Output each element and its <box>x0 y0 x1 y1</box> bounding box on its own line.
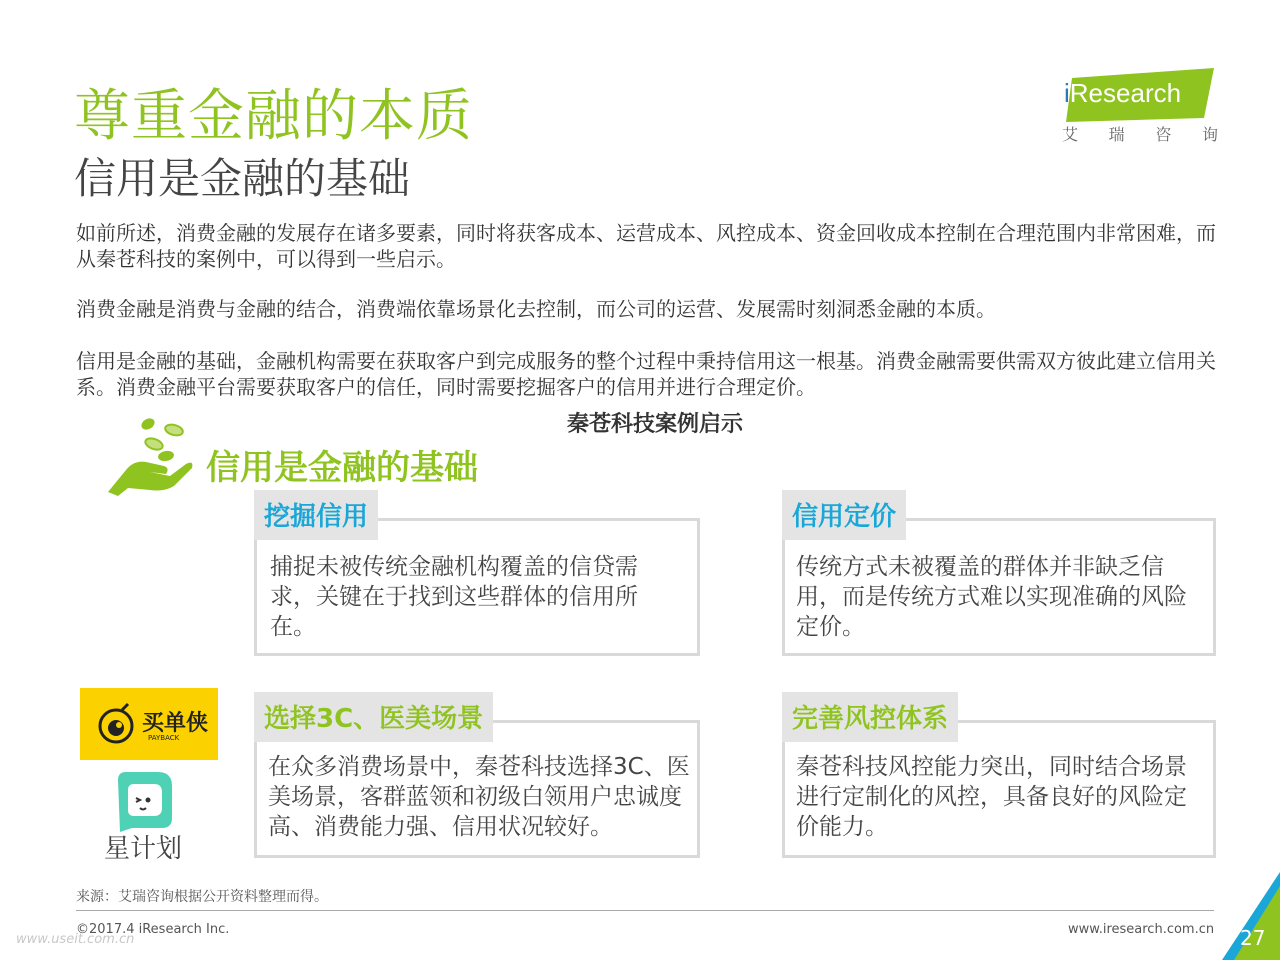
hand-coins-icon <box>104 414 200 496</box>
tab-risk-control: 完善风控体系 <box>782 692 958 742</box>
maixingxia-sub: PAYBACK <box>148 734 180 742</box>
logo-wordmark <box>1064 78 1181 109</box>
tab-credit-pricing: 信用定价 <box>782 490 906 540</box>
logo-cn-char: 咨 <box>1155 125 1172 144</box>
paragraph-consumer-finance: 消费金融是消费与金融的结合，消费端依靠场景化去控制，而公司的运营、发展需时刻洞悉金融的本质。 <box>76 297 996 321</box>
watermark: www.useit.com.cn <box>16 932 135 947</box>
logo-cn-char: 询 <box>1201 125 1218 144</box>
tab-mine-credit: 挖掘信用 <box>254 490 378 540</box>
page-subtitle: 信用是金融的基础 <box>74 154 411 203</box>
paragraph-credit: 信用是金融的基础，金融机构需要在获取客户到完成服务的整个过程中秉持信用这一根基。消费金融需要供需双方彼此建立信用关系。消费金融平台需要获取客户的信任，同时需要挖掘客户的信用并进行合理定价。 <box>76 349 1216 399</box>
logo-cn-char: 艾 <box>1062 125 1079 144</box>
source-note: 来源：艾瑞咨询根据公开资料整理而得。 <box>76 889 328 905</box>
logo-cn-char: 瑞 <box>1108 125 1125 144</box>
website-link[interactable]: www.iresearch.com.cn <box>1068 922 1215 937</box>
xingjihua-name: 星计划 <box>104 834 183 864</box>
card-scenes-body: 在众多消费场景中，秦苍科技选择3C、医美场景，客群蓝领和初级白领用户忠诚度高、消费能力强、信用状况较好。 <box>268 754 690 840</box>
footer-divider <box>76 910 1214 911</box>
xingjihua-icon <box>112 770 176 834</box>
page-title: 尊重金融的本质 <box>74 84 473 149</box>
paragraph-intro: 如前所述，消费金融的发展存在诸多要素，同时将获客成本、运营成本、风控成本、资金回收成本控制在合理范围内非常困难，而从秦苍科技的案例中，可以得到一些启示。 <box>76 221 1216 271</box>
logo-research: Research <box>1069 78 1182 108</box>
card-risk-control-body: 秦苍科技风控能力突出，同时结合场景进行定制化的风控，具备良好的风险定价能力。 <box>796 754 1187 840</box>
logo-chinese <box>1062 122 1218 145</box>
card-mine-credit-body: 捕捉未被传统金融机构覆盖的信贷需求，关键在于找到这些群体的信用所在。 <box>270 554 638 640</box>
case-heading: 信用是金融的基础 <box>206 448 478 488</box>
tab-scenes: 选择3C、医美场景 <box>254 692 493 742</box>
card-credit-pricing-body: 传统方式未被覆盖的群体并非缺乏信用，而是传统方式难以实现准确的风险定价。 <box>796 554 1187 640</box>
case-title: 秦苍科技案例启示 <box>566 412 743 437</box>
copyright: ©2017.4 iResearch Inc. <box>76 922 230 937</box>
maixingxia-name: 买单侠 <box>142 711 209 736</box>
page-number: 27 <box>1240 926 1266 950</box>
logo-i: i <box>1064 78 1070 108</box>
